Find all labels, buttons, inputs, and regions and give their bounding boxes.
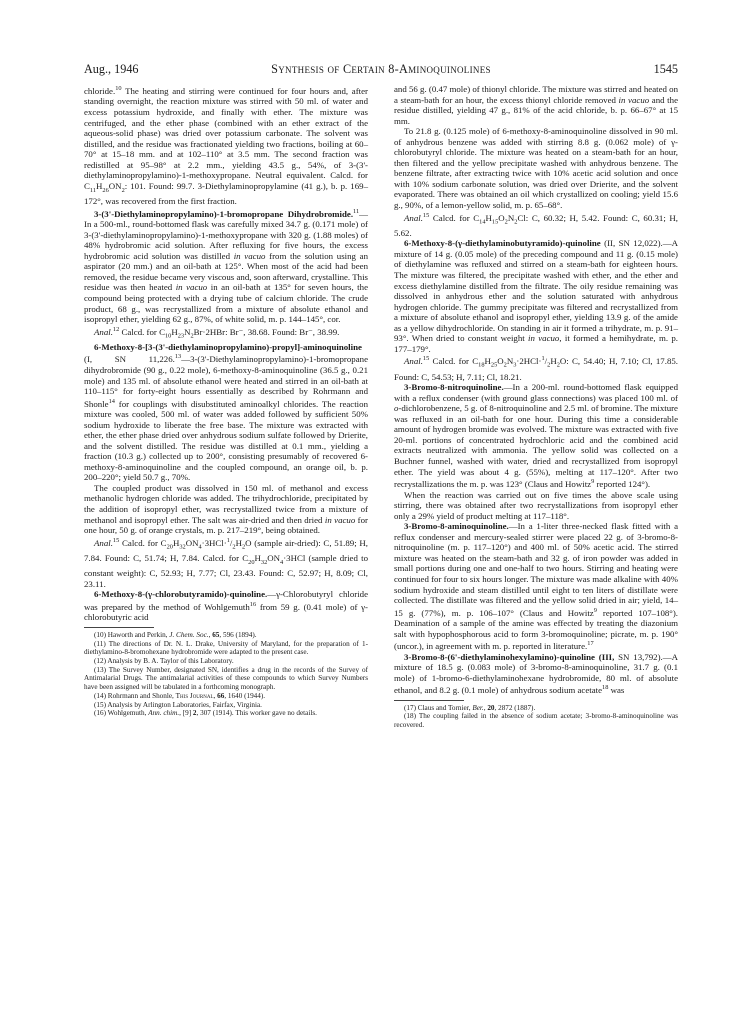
superscript: 11 — [353, 207, 360, 215]
subscript: 25 — [490, 362, 498, 370]
paragraph — [84, 342, 368, 483]
text-run: from the solution using an aspirator (20 mm.) and an oil-bath at 125°. When most of the acid had been removed, the residue became very viscous and, soon afterward, crystalline. This residue was then heated — [84, 250, 368, 293]
paragraph — [84, 589, 368, 623]
text-run: H — [484, 356, 491, 367]
subscript: 32 — [179, 543, 186, 551]
paragraph — [84, 84, 368, 207]
text-run: J. Chem. Soc. — [169, 630, 209, 639]
subscript: 15 — [491, 218, 499, 226]
text-run: / — [544, 356, 548, 367]
right-body — [394, 84, 678, 696]
text-run: 3-Bromo-8-aminoquinoline. — [404, 521, 509, 532]
text-run: chloride. — [84, 85, 116, 96]
text-run: H — [235, 537, 242, 548]
text-run: ON — [267, 552, 281, 563]
subscript: 2 — [556, 362, 560, 370]
subscript: 2 — [241, 543, 246, 551]
text-run: Anal. — [94, 537, 113, 548]
text-run: , — [208, 630, 213, 639]
text-run: —3-(3'-Diethylaminopropylamino)-1-bromopropane dihydrobromide (90 g., 0.22 mole), 6-methoxy-8-aminoquinoline (36.5 g., 0.21 mole) and 135 ml. of absolute ethanol were heated and stirred in an oil-bath at 110–115° for forty-eight hours essentially as described by Rohrmann and Shonle — [84, 354, 368, 409]
left-footnotes — [84, 631, 368, 718]
paragraph — [394, 211, 678, 239]
text-run: N — [507, 212, 515, 223]
text-run: , 307 (1914). This worker gave no details. — [196, 709, 317, 718]
footnote — [84, 640, 368, 657]
text-run: in an oil-bath at 135° for seven hours, the compound being protected with a drying tube of calcium chloride. The crude product, 68 g., was recrystallized from a mixture of absolute ethanol and isopropyl ether, yielding 62 g., 87%, of white solid, m. p. 144–145°, cor. — [84, 282, 368, 325]
footnote — [394, 712, 678, 729]
text-run: N — [184, 326, 191, 337]
text-run: 3-Bromo-8-(6'-diethylaminohexylamino)-quinoline (III, — [404, 651, 615, 662]
text-run: Calcd. for C — [119, 326, 165, 337]
footnote — [84, 709, 368, 718]
text-run: ·3HCl (sample dried to constant weight): C, 52.93; H, 7.77; Cl, 23.43. Found: C, 52.97; H, 8.09; Cl, 23.11. — [84, 552, 368, 589]
text-run: —In a 200-ml. round-bottomed flask equipped with a reflux condenser (with ground glass connections) was placed 100 ml. of — [394, 382, 678, 403]
text-run: o — [394, 403, 399, 414]
paragraph — [394, 521, 678, 651]
text-run: O (sample air-dried): C, 51.89; H, 7.84. Found: C, 51.74; H, 7.84. Calcd. for C — [84, 537, 368, 563]
text-run: ON — [108, 180, 122, 191]
left-column — [84, 84, 368, 718]
text-run: 3-Bromo-8-nitroquinoline. — [404, 382, 504, 393]
text-run: reported 124°). — [594, 479, 651, 490]
subscript: 11 — [89, 186, 97, 194]
footnote-divider — [394, 700, 464, 701]
text-run: H — [254, 552, 261, 563]
superscript: 18 — [602, 684, 609, 692]
subscript: 10 — [164, 332, 172, 340]
subscript: 26 — [102, 186, 109, 194]
text-run: Ber. — [472, 703, 484, 712]
text-run: , — [483, 703, 488, 712]
subscript: 14 — [479, 218, 486, 226]
subscript: 2 — [514, 218, 518, 226]
superscript: 12 — [112, 325, 120, 333]
text-run: , [9] — [179, 709, 193, 718]
text-run: (10) Haworth and Perkin, — [94, 630, 170, 639]
superscript: 17 — [587, 640, 594, 648]
text-run: Ann. chim. — [148, 709, 180, 718]
footnote — [84, 631, 368, 640]
superscript: 9 — [591, 478, 595, 486]
footnote — [84, 666, 368, 692]
text-run: in vacuo — [528, 333, 560, 344]
footnote — [84, 701, 368, 710]
text-run: (13) The Survey Number, designated SN, identifies a drug in the records of the Survey of Antimalarial Drugs. The antimalarial activities of these compounds to which Survey Numbers have been assigned will be tabulated in a forthcoming monograph. — [84, 665, 368, 692]
running-title: Synthesis of Certain 8-Aminoquinolines — [271, 62, 491, 76]
text-run: from 59 g. (0.41 mole) of γ-chlorobutyric acid — [84, 601, 368, 623]
text-run: When the reaction was carried out on five times the above scale using stirring, there was obtained after two recrystallizations from isopropyl ether only a 29% yield of product melting at 117–118°. — [394, 489, 678, 521]
text-run: The coupled product was dissolved in 150 ml. of methanol and excess methanolic hydrogen chloride was added. The trihydrochloride, precipitated by the addition of isopropyl ether, was recrystallized twice from a mixture of methanol and isopropyl ether. The salt was air-dried and then dried — [84, 482, 368, 525]
text-run: -dichlorobenzene, 5 g. of 8-nitroquinoline and 2.5 ml. of bromine. The mixture was refluxed in an oil-bath for one hour. During this time a considerable amount of hydrogen bromide was evolved. The mixture was extracted with five 20-ml. portions of concentrated hydrochloric acid and the combined acid extracts neutralized with ammonia. The yellow solid was collected on a Buchner funnel, washed with water, dried and recrystallized from isopropyl ether. The yield was about 4 g. (55%), melting at 117–120°. After two recrystallizations the m. p. was 123° (Claus and Howitz — [394, 403, 678, 490]
subscript: 2 — [190, 332, 194, 340]
text-run: , 1640 (1944). — [224, 691, 266, 700]
superscript: 15 — [112, 536, 120, 544]
subscript: 32 — [260, 558, 268, 566]
paragraph — [84, 536, 368, 590]
text-run: —In a 500-ml., round-bottomed flask was carefully mixed 34.7 g. (0.171 mole) of 3-(3'-diethylaminopropylamino)-1-methoxypropane with 320 g. (1.88 moles) of 48% hydrobromic acid solution. After refluxing for five hours, the excess hydrobromic acid solution was distilled — [84, 208, 368, 261]
paragraph — [394, 238, 678, 354]
superscript: 13 — [174, 353, 182, 361]
text-run: (15) Analysis by Arlington Laboratories, Fairfax, Virginia. — [94, 700, 262, 709]
text-run: , 596 (1894). — [219, 630, 257, 639]
text-run: (16) Wohlgemuth, — [94, 709, 149, 718]
left-body — [84, 84, 368, 623]
text-run: (14) Rohrmann and Shonle, — [94, 691, 176, 700]
paragraph — [394, 382, 678, 489]
subscript: 2 — [503, 362, 507, 370]
text-run: SN 13,792).—A mixture of 18.5 g. (0.083 mole) of 3-bromo-8-aminoquinoline, 31.7 g. (0.1 mole) of 1-bromo-6-diethylaminohexane hydrobromide, 80 ml. of absolute ethanol, and 8.2 g. (0.1 mole) of anhydrous sodium acetate — [394, 651, 678, 696]
text-run: 66 — [217, 691, 225, 700]
text-run: 2 — [192, 709, 197, 718]
text-run: This Journal — [175, 691, 214, 700]
text-run: in vacuo — [324, 514, 356, 525]
text-run: 20 — [487, 703, 495, 712]
footnote — [394, 704, 678, 713]
right-footnotes — [394, 704, 678, 730]
text-run: Calcd. for C — [119, 537, 167, 548]
paragraph — [394, 354, 678, 382]
superscript: 1 — [226, 536, 230, 544]
footnote — [84, 692, 368, 701]
text-run: 3-(3'-Diethylaminopropylamino)-1-bromopropane Dihydrobromide. — [94, 208, 354, 219]
footnote — [84, 657, 368, 666]
text-run: : 101. Found: 99.7. 3-Diethylaminopropylamine (41 g.), b. p. 169–172°, was recovered from the first fraction. — [84, 180, 368, 207]
text-run: O — [497, 356, 504, 367]
journal-date: Aug., 1946 — [84, 62, 139, 76]
text-run: (II, SN 12,022).—A mixture of 14 g. (0.05 mole) of the preceding compound and 11 g. (0.15 mole) of diethylamine was refluxed and stirred on a steam-bath for eighteen hours. The mixture was filtered, the precipitate washed with ether, and the ether and excess diethylamine distilled from the filtrate. The oily residue remaining was dissolved in anhydrous ether and the solution saturated with anhydrous hydrogen chloride. The gummy precipitate was filtered and recrystallized from a mixture of absolute ethanol and isopropyl ether, yielding 13.9 g. of the amide as a yellow dihydrochloride. On standing in air it formed a trihydrate, m. p. 91–93°. When dried to constant weight — [394, 238, 678, 344]
text-run: Calcd. for C — [429, 356, 479, 367]
text-run: Anal. — [404, 212, 423, 223]
text-run: 6-Methoxy-8-[3-(3'-diethylaminopropylamino)-propyl]-aminoquinoline — [94, 341, 362, 352]
subscript: 3 — [513, 362, 517, 370]
page-number: 1545 — [653, 62, 678, 76]
text-run: and the residue distilled, yielding 47 g., 81% of the acid chloride, b. p. 66–67° at 15 mm. — [394, 94, 678, 126]
paragraph — [84, 325, 368, 342]
text-run: in vacuo — [175, 282, 208, 293]
paragraph — [394, 652, 678, 696]
text-run: O: C, 54.40; H, 7.10; Cl, 17.85. Found: C, 54.53; H, 7.11; Cl, 18.21. — [394, 356, 678, 382]
text-run: reported 107–108°). Deamination of a sample of the amine was effected by treating the diazonium salt with hypophosphorous acid to form 3-bromoquinoline; picrate, m. p. 190° (uncor.), in agreement with m. p. reported in literature. — [394, 607, 678, 652]
text-run: H — [96, 180, 103, 191]
paragraph — [394, 126, 678, 210]
right-column — [394, 84, 678, 730]
subscript: 20 — [166, 543, 173, 551]
text-run: for couplings with disubstituted aminoalkyl chlorides. The reaction mixture was cooled, 500 ml. of water was added followed by sufficient 50% sodium hydroxide to liberate the free base. The mixture was extracted with ether, the ether phase dried over anhydrous sodium sulfate followed by Drierite, and the solvent distilled. The residue was distilled at 0.1 mm., yielding a fraction (10.3 g.) collected up to 200°, consisting presumably of recovered 6-methoxy-8-aminoquinoline and the coupled compound, an orange oil, b. p. 200–220°; yield 50.7 g., 70%. — [84, 398, 368, 483]
subscript: 20 — [248, 558, 255, 566]
paragraph — [394, 84, 678, 126]
text-run: in vacuo — [233, 250, 266, 261]
text-run: 65 — [212, 630, 220, 639]
text-run: in vacuo — [618, 94, 650, 105]
text-run: Cl: C, 60.32; H, 5.42. Found: C, 60.31; H, 5.62. — [394, 212, 678, 238]
subscript: 2 — [121, 186, 125, 194]
footnote-divider — [84, 627, 154, 628]
page-header — [84, 62, 678, 80]
text-run: —γ-Chlorobutyryl chloride was prepared by the method of Wohlgemuth — [84, 589, 368, 612]
text-run: Anal. — [404, 356, 423, 367]
text-run: H — [172, 537, 180, 548]
text-run: —In a 1-liter three-necked flask fitted with a reflux condenser and mercury-sealed stirrer were placed 22 g. of 3-bromo-8-nitroquinoline (m. p. 117–120°) and 400 ml. of 50% acetic acid. The stirred mixture was heated on the steam-bath and 32 g. of iron powder was added in small portions during one and one-half to two hours. Stirring and heating were continued for four to six hours longer. The mixture was made alkaline with 40% sodium hydroxide and steam distilled until eight to ten liters of distillate were collected. The distillate was filtered and the yellow solid dried in air; yield, 14–15 g. (77%), m. p. 106–107° (Claus and Howitz — [394, 521, 678, 618]
subscript: 18 — [478, 362, 485, 370]
text-run: H — [485, 212, 492, 223]
superscript: 14 — [108, 397, 115, 405]
text-run: N — [506, 356, 514, 367]
text-run: , — [213, 691, 218, 700]
text-run: O — [498, 212, 505, 223]
subscript: 23 — [177, 332, 185, 340]
text-run: Br·2HBr: Br⁻, 38.68. Found: Br⁻, 38.99. — [193, 326, 340, 337]
text-run: H — [171, 326, 178, 337]
text-run: / — [229, 537, 233, 548]
subscript: 4 — [198, 543, 202, 551]
subscript: 4 — [280, 558, 284, 566]
text-run: Calcd. for C — [429, 212, 480, 223]
text-run: Anal. — [94, 326, 113, 337]
text-run: The heating and stirring were continued for four hours and, after standing overnight, the reaction mixture was stirred with 50 ml. of water and excess potassium hydroxide, and finally with ether. The mixture was centrifuged, and the ether phase (combined with an ether extract of the aqueous-solid phase) was dried over potassium carbonate. The solvent was distilled, and the residue was fractionated yielding two fractions, boiling at 60–70° at 15–18 mm. and at 102–110° at 3.5 mm. The second fraction was redistilled at 95–98° at 2.2 mm., yielding 43.5 g., 54%, of 3-(3'-diethylaminopropylamino)-1-methoxypropane. Neutral equivalent. Calcd. for C — [84, 85, 368, 191]
superscript: 15 — [422, 355, 430, 363]
superscript: 9 — [593, 606, 597, 614]
subscript: 2 — [232, 543, 236, 551]
subscript: 2 — [504, 218, 508, 226]
text-run: (I, SN 11,226. — [84, 354, 175, 365]
text-run: 6-Methoxy-8-(γ-diethylaminobutyramido)-quinoline — [404, 238, 601, 249]
text-run: , 2872 (1887). — [494, 703, 536, 712]
paragraph — [84, 483, 368, 536]
text-run: and 56 g. (0.47 mole) of thionyl chloride. The mixture was stirred and heated on a steam-bath for an hour, the excess thionyl chloride removed — [394, 84, 678, 105]
text-run: , it formed a hemihydrate, m. p. 177–179°. — [394, 333, 678, 354]
text-run: To 21.8 g. (0.125 mole) of 6-methoxy-8-aminoquinoline dissolved in 90 ml. of anhydrous benzene was added with stirring 8.8 g. (0.062 mole) of γ-chlorobutyryl chloride. The mixture was heated on a steam-bath for an hour, then filtered and the yellow precipitate washed with anhydrous benzene. The benzene filtrate, after extracting twice with 10% acetic acid solution and once with 10% sodium carbonate solution, was dried over Drierite, and the solvent evaporated. There was obtained an oil which crystallized on cooling; yield 15.6 g., 90%, of a lemon-yellow solid, m. p. 65–68°. — [394, 126, 678, 211]
paragraph — [84, 207, 368, 325]
text-run: ·2HCl· — [516, 356, 542, 367]
subscript: 2 — [547, 362, 551, 370]
paragraph — [394, 490, 678, 522]
text-run: for one hour, 50 g. of orange crystals, m. p. 217–219°, being obtained. — [84, 514, 368, 536]
text-run: (18) The coupling failed in the absence of sodium acetate; 3-bromo-8-aminoquinoline was recovered. — [394, 712, 678, 730]
text-run: (11) The directions of Dr. N. L. Drake, University of Maryland, for the preparation of 1-diethylamino-8-bromohexane hydrobromide were adapted to the present case. — [84, 639, 368, 657]
superscript: 10 — [115, 85, 122, 92]
text-run: 6-Methoxy-8-(γ-chlorobutyramido)-quinoline. — [94, 589, 268, 600]
text-run: (17) Claus and Tornier, — [404, 703, 473, 712]
text-run: (12) Analysis by B. A. Taylor of this Laboratory. — [94, 656, 234, 665]
superscript: 1 — [541, 355, 545, 363]
text-run: was — [608, 685, 625, 696]
text-run: ON — [185, 537, 199, 548]
superscript: 16 — [249, 600, 257, 608]
text-run: H — [550, 356, 557, 367]
text-run: ·3HCl· — [201, 537, 227, 548]
superscript: 15 — [422, 211, 430, 219]
